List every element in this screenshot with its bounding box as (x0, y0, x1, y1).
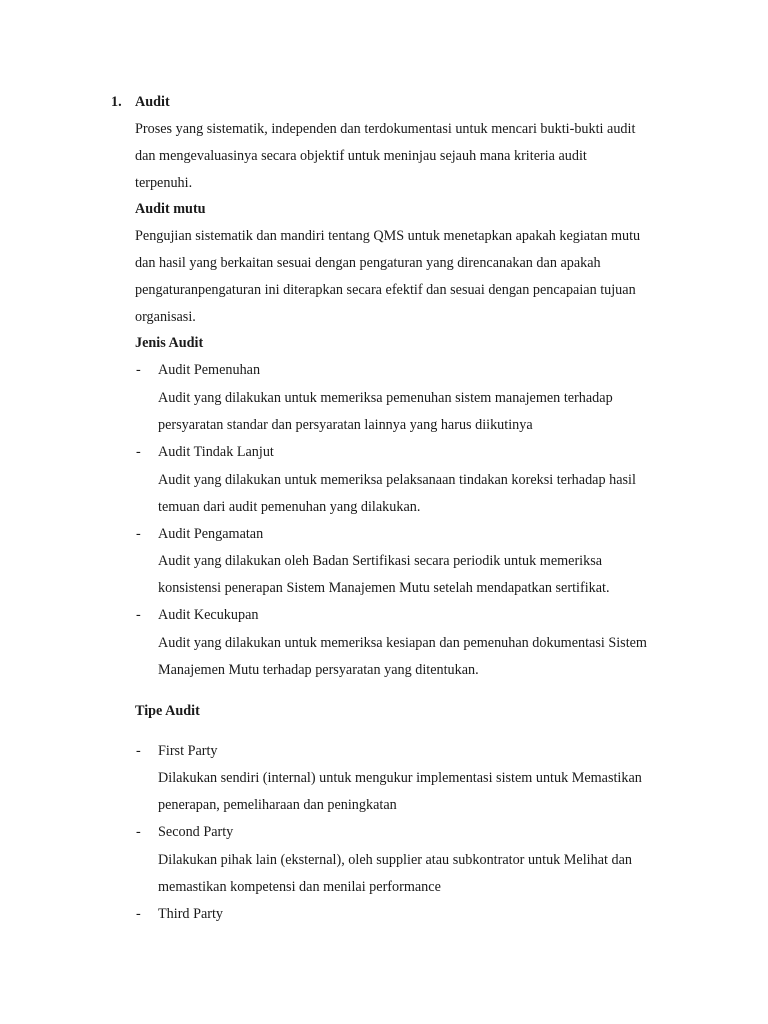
definition-line: Proses yang sistematik, independen dan terdokumentasi untuk mencari bukti-bukti audit (135, 121, 636, 137)
list-item-title: Third Party (158, 906, 224, 922)
list-bullet: - (136, 906, 141, 922)
list-item-line: Dilakukan sendiri (internal) untuk mengukur implementasi sistem untuk Memastikan (158, 770, 642, 786)
list-item-title: Audit Pengamatan (158, 526, 264, 542)
section-number: 1. (111, 94, 122, 110)
definition-line: dan mengevaluasinya secara objektif untuk meninjau sejauh mana kriteria audit (135, 148, 587, 164)
list-item-line: persyaratan standar dan persyaratan lainnya yang harus diikutinya (158, 417, 533, 433)
list-item-title: Second Party (158, 824, 234, 840)
list-item-line: temuan dari audit pemenuhan yang dilakukan. (158, 499, 421, 515)
list-bullet: - (136, 607, 141, 623)
list-item-line: Audit yang dilakukan oleh Badan Sertifikasi secara periodik untuk memeriksa (158, 553, 603, 569)
list-bullet: - (136, 444, 141, 460)
list-bullet: - (136, 743, 141, 759)
list-item-line: Audit yang dilakukan untuk memeriksa pelaksanaan tindakan koreksi terhadap hasil (158, 472, 636, 488)
list-item-line: Audit yang dilakukan untuk memeriksa pemenuhan sistem manajemen terhadap (158, 390, 613, 406)
list-item-title: First Party (158, 743, 218, 759)
list-item-line: Audit yang dilakukan untuk memeriksa kesiapan dan pemenuhan dokumentasi Sistem (158, 635, 647, 651)
list-item-line: penerapan, pemeliharaan dan peningkatan (158, 797, 397, 813)
list-item-line: memastikan kompetensi dan menilai performance (158, 879, 441, 895)
list-item-title: Audit Kecukupan (158, 607, 259, 623)
definition-line: terpenuhi. (135, 175, 193, 191)
list-item-title: Audit Tindak Lanjut (158, 444, 274, 460)
jenis-audit-heading: Jenis Audit (135, 335, 204, 351)
audit-mutu-line: dan hasil yang berkaitan sesuai dengan pengaturan yang direncanakan dan apakah (135, 255, 601, 271)
list-bullet: - (136, 526, 141, 542)
list-bullet: - (136, 362, 141, 378)
list-item-line: konsistensi penerapan Sistem Manajemen Mutu setelah mendapatkan sertifikat. (158, 580, 610, 596)
list-item-line: Dilakukan pihak lain (eksternal), oleh supplier atau subkontrator untuk Melihat dan (158, 852, 632, 868)
audit-mutu-line: organisasi. (135, 309, 196, 325)
tipe-audit-heading: Tipe Audit (135, 703, 200, 719)
audit-mutu-line: pengaturanpengaturan ini diterapkan secara efektif dan sesuai dengan pencapaian tujuan (135, 282, 636, 298)
audit-mutu-heading: Audit mutu (135, 201, 206, 217)
list-item-line: Manajemen Mutu terhadap persyaratan yang ditentukan. (158, 662, 479, 678)
audit-mutu-line: Pengujian sistematik dan mandiri tentang QMS untuk menetapkan apakah kegiatan mutu (135, 228, 641, 244)
section-title: Audit (135, 94, 170, 110)
list-bullet: - (136, 824, 141, 840)
list-item-title: Audit Pemenuhan (158, 362, 261, 378)
